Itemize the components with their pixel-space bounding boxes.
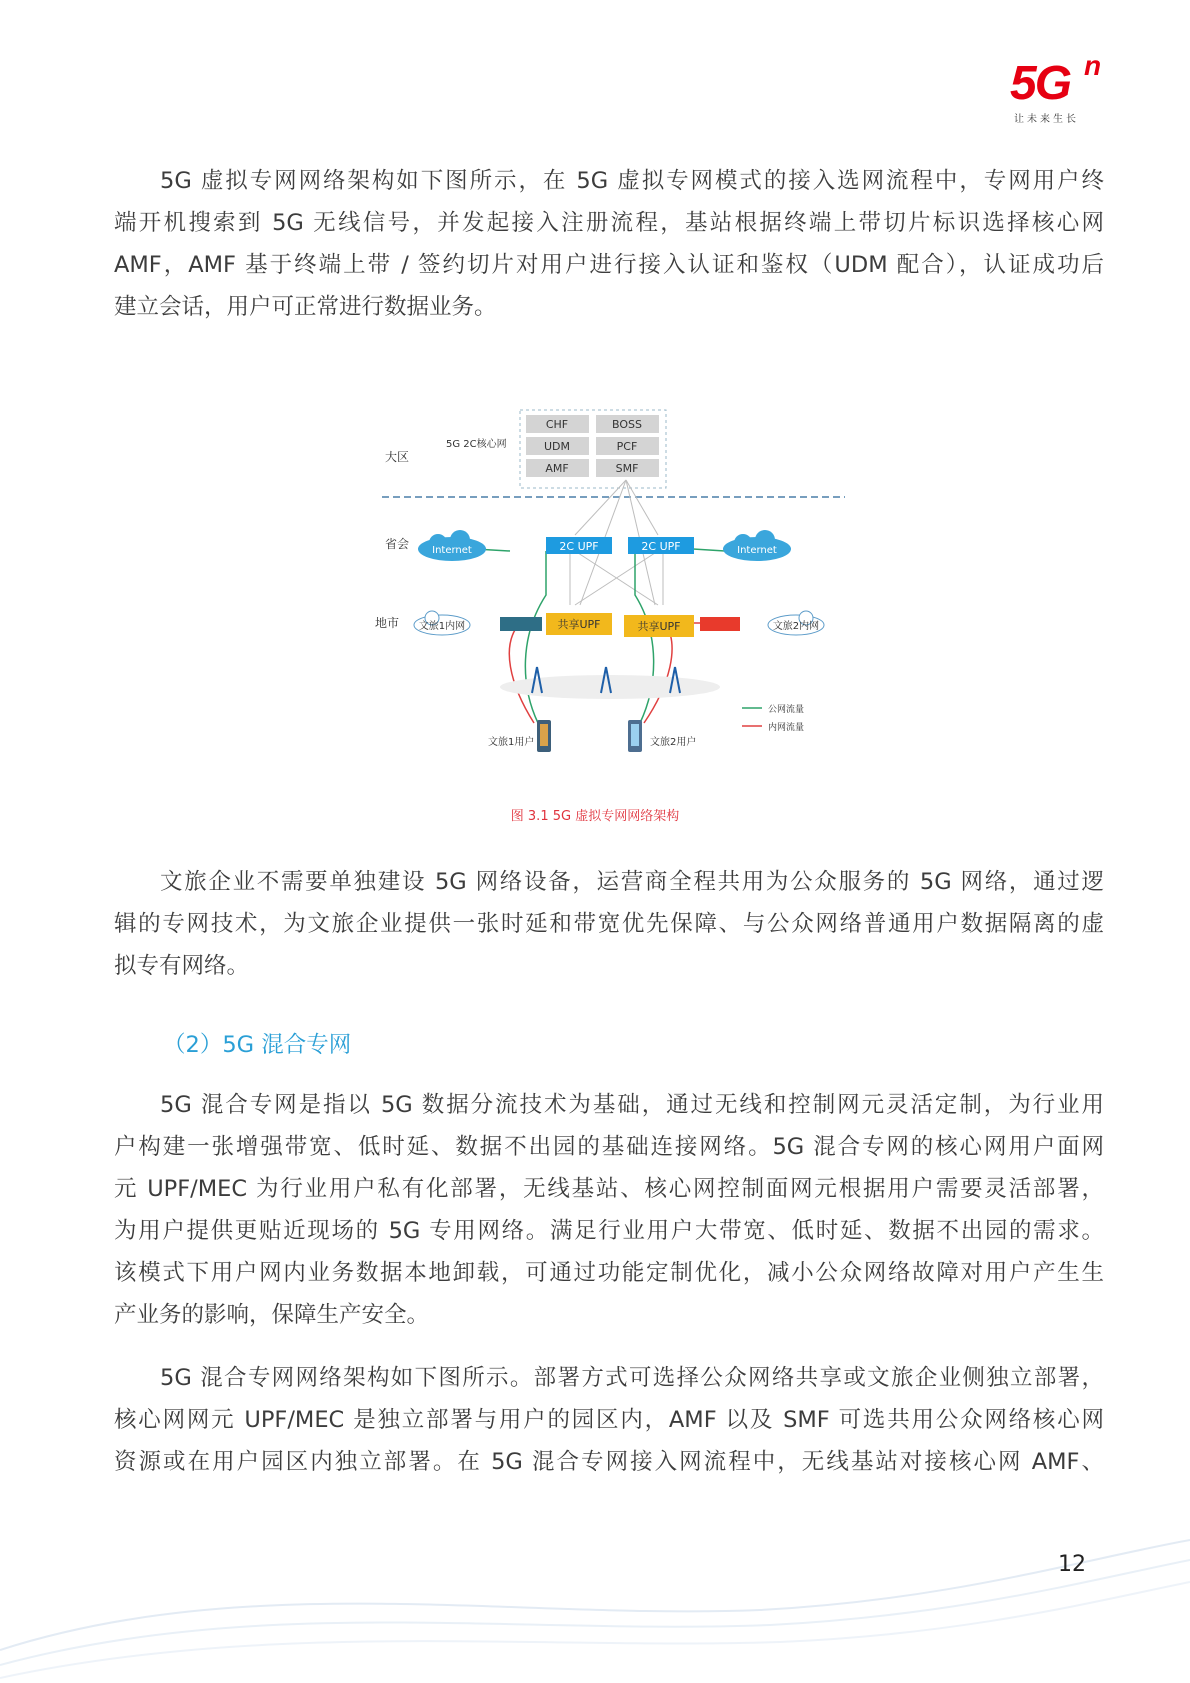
brand-logo [1010, 50, 1120, 125]
legend-private: 内网流量 [768, 723, 805, 733]
level-city: 地市 [375, 616, 400, 630]
core-network-label: 5G 2C核心网 [446, 439, 507, 450]
paragraph-4 [114, 1357, 1104, 1483]
intranet-cloud-right [768, 611, 824, 635]
core-nf-pcf: PCF [616, 440, 638, 453]
logo-superscript: n [1084, 50, 1102, 81]
shared-upf-label: 共享UPF [557, 618, 601, 631]
gateway-right [700, 617, 740, 631]
paragraph-2 [114, 861, 1104, 987]
paragraph-line: 产业务的影响，保障生产安全。 [114, 1302, 430, 1328]
paragraph-1 [114, 160, 1104, 328]
internet-label: Internet [432, 545, 472, 556]
upf-2c-label: 2C UPF [559, 540, 599, 553]
intranet-cloud-left [414, 611, 470, 635]
intranet-2-label: 文旅2内网 [772, 621, 820, 632]
paragraph-line: 5G 虚拟专网网络架构如下图所示，在 5G 虚拟专网模式的接入选网流程中，专网用户终 [160, 168, 1104, 194]
decorative-wave [0, 1500, 1190, 1683]
network-architecture-figure [370, 405, 850, 785]
core-nf-boss: BOSS [612, 418, 642, 431]
paragraph-line: 5G 混合专网是指以 5G 数据分流技术为基础，通过无线和控制网元灵活定制，为行业用 [160, 1092, 1104, 1118]
phone-screen [631, 724, 639, 746]
page-number: 12 [1058, 1552, 1086, 1577]
architecture-diagram [370, 405, 850, 785]
section-heading: （2）5G 混合专网 [163, 1032, 352, 1058]
shared-upf-label: 共享UPF [637, 620, 681, 633]
internet-cloud-right [723, 530, 791, 561]
level-region: 大区 [385, 450, 410, 464]
intranet-1-label: 文旅1内网 [418, 621, 466, 632]
internet-link-right [693, 549, 725, 551]
upf-2c-label: 2C UPF [641, 540, 681, 553]
paragraph-line: 为用户提供更贴近现场的 5G 专用网络。满足行业用户大带宽、低时延、数据不出园的需求。 [114, 1218, 1104, 1244]
paragraph-line: 辑的专网技术，为文旅企业提供一张时延和带宽优先保障、与公众网络普通用户数据隔离的虚 [114, 911, 1104, 937]
logo-5g: 5G [1010, 57, 1071, 110]
level-province: 省会 [385, 537, 410, 551]
paragraph-line: 5G 混合专网网络架构如下图所示。部署方式可选择公众网络共享或文旅企业侧独立部署， [160, 1365, 1104, 1391]
legend-public: 公网流量 [768, 705, 805, 715]
paragraph-line: 建立会话，用户可正常进行数据业务。 [114, 294, 497, 320]
logo-tagline: 让未来生长 [1014, 114, 1079, 125]
paragraph-line: 该模式下用户网内业务数据本地卸载，可通过功能定制优化，减小公众网络故障对用户产生生 [114, 1260, 1104, 1286]
core-nf-udm: UDM [543, 440, 571, 453]
figure-caption: 图 3.1 5G 虚拟专网网络架构 [510, 809, 680, 824]
paragraph-line: 元 UPF/MEC 为行业用户私有化部署，无线基站、核心网控制面网元根据用户需要灵活部署， [114, 1176, 1104, 1202]
paragraph-line: AMF，AMF 基于终端上带 / 签约切片对用户进行接入认证和鉴权（UDM 配合），认证成功后 [114, 252, 1104, 278]
paragraph-line: 核心网网元 UPF/MEC 是独立部署与用户的园区内，AMF 以及 SMF 可选共用公众网络核心网 [114, 1407, 1104, 1433]
core-nf-smf: SMF [615, 462, 639, 475]
public-flow-left [525, 551, 546, 723]
internet-label: Internet [737, 545, 777, 556]
paragraph-line: 文旅企业不需要单独建设 5G 网络设备，运营商全程共用为公众服务的 5G 网络，通过逻 [160, 869, 1104, 895]
paragraph-line: 资源或在用户园区内独立部署。在 5G 混合专网接入网流程中，无线基站对接核心网 AMF、 [114, 1449, 1104, 1475]
internet-cloud-left [418, 530, 486, 561]
core-nf-amf: AMF [545, 462, 569, 475]
paragraph-3 [114, 1084, 1104, 1336]
core-nf-chf: CHF [545, 418, 569, 431]
private-flow-right [644, 623, 700, 723]
paragraph-line: 户构建一张增强带宽、低时延、数据不出园的基础连接网络。5G 混合专网的核心网用户面网 [114, 1134, 1104, 1160]
phone-screen [540, 724, 548, 746]
user-1-label: 文旅1用户 [488, 737, 535, 748]
user-2-label: 文旅2用户 [650, 737, 697, 748]
paragraph-line: 拟专有网络。 [114, 953, 250, 979]
paragraph-line: 端开机搜索到 5G 无线信号，并发起接入注册流程，基站根据终端上带切片标识选择核心网 [114, 210, 1104, 236]
gateway-left [500, 617, 542, 631]
